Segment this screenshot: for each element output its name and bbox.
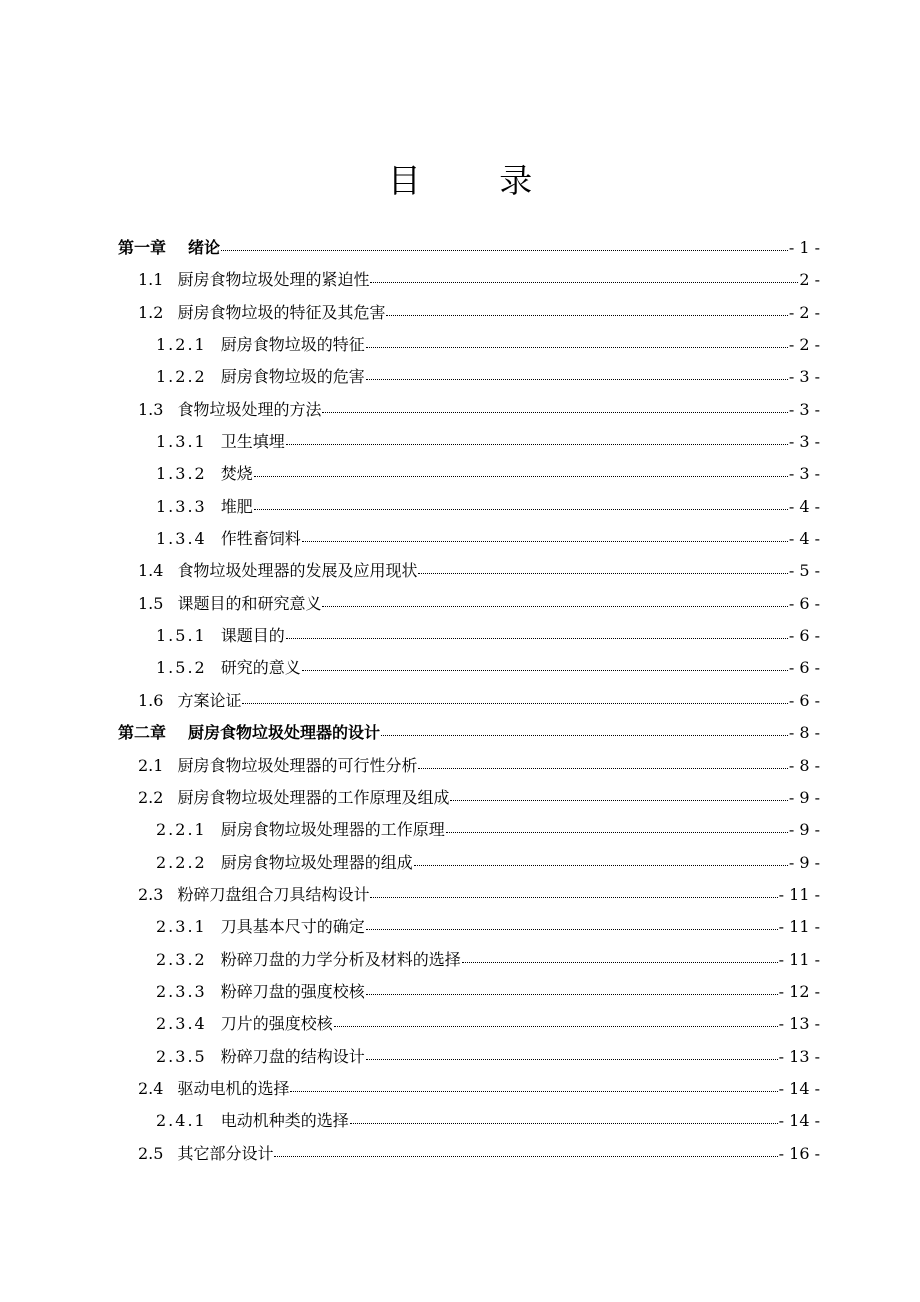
toc-entry-label: 粉碎刀盘的力学分析及材料的选择 [220,949,461,969]
toc-entry-label: 厨房食物垃圾处理器的工作原理及组成 [177,787,450,807]
toc-entry-page: 2 - [799,270,820,290]
dot-leader [446,831,788,833]
toc-entry-number: 1.3.3 [156,496,207,516]
toc-entry-label: 课题目的 [220,626,285,646]
toc-entry-number: 1.6 [138,690,164,710]
toc-entry-label: 食物垃圾处理器的发展及应用现状 [177,561,418,581]
dot-leader [302,540,788,542]
toc-entry[interactable] [118,976,820,1008]
toc-entry-number: 2.3 [138,884,164,904]
dot-leader [242,702,787,704]
toc-entry[interactable] [118,620,820,652]
toc-entry-page: - 12 - [778,981,820,1001]
toc-entry[interactable] [118,652,820,684]
toc-entry-page: - 9 - [788,820,820,840]
dot-leader [366,993,778,995]
toc-entry-label: 厨房食物垃圾的危害 [220,367,365,387]
toc-entry[interactable] [118,264,820,296]
toc-entry-number: 2.4.1 [156,1111,207,1131]
toc-entry-number: 2.2 [138,787,164,807]
toc-entry-page: - 3 - [788,367,820,387]
toc-entry-number: 1.5.1 [156,626,207,646]
toc-entry-label: 作牲畜饲料 [220,529,301,549]
toc-entry-page: - 5 - [788,561,820,581]
dot-leader [334,1025,778,1027]
toc-entry-number: 1.2 [138,302,164,322]
toc-entry-number: 2.1 [138,755,164,775]
toc-entry[interactable] [118,232,820,264]
toc-entry-page: - 1 - [788,238,820,257]
toc-entry-number: 1.3.1 [156,432,207,452]
toc-entry[interactable] [118,750,820,782]
toc-entry-label: 厨房食物垃圾处理器的设计 [188,723,381,743]
toc-entry-number: 2.3.4 [156,1014,207,1034]
toc-entry[interactable] [118,1041,820,1073]
toc-entry-number: 1.1 [138,270,164,290]
toc-entry-number: 第一章 [118,238,167,257]
toc-entry-page: - 6 - [788,626,820,646]
toc-entry-number: 1.2.2 [156,367,207,387]
toc-entry-number: 2.5 [138,1143,164,1163]
toc-entry-page: - 4 - [788,496,820,516]
dot-leader [366,378,788,380]
toc-entry-page: - 3 - [788,464,820,484]
toc-entry[interactable] [118,782,820,814]
toc-entry-number: 1.2.1 [156,335,207,355]
toc-entry-page: - 9 - [788,852,820,872]
table-of-contents [118,232,820,1170]
toc-entry-label: 厨房食物垃圾的特征 [220,335,365,355]
toc-entry-label: 粉碎刀盘的结构设计 [220,1046,365,1066]
toc-entry-page: - 8 - [788,755,820,775]
toc-entry-label: 其它部分设计 [177,1143,274,1163]
dot-leader [274,1155,777,1157]
toc-entry-page: - 8 - [788,723,820,743]
toc-entry-label: 卫生填埋 [220,432,285,452]
toc-entry[interactable] [118,911,820,943]
toc-entry-label: 粉碎刀盘的强度校核 [220,981,365,1001]
toc-entry-page: - 3 - [788,432,820,452]
toc-entry[interactable] [118,329,820,361]
toc-entry-number: 1.3.4 [156,529,207,549]
toc-entry-page: - 4 - [788,529,820,549]
toc-entry-number: 第二章 [118,723,167,743]
dot-leader [381,734,788,736]
toc-entry[interactable] [118,944,820,976]
toc-entry[interactable] [118,1105,820,1137]
toc-entry[interactable] [118,879,820,911]
toc-entry[interactable] [118,1138,820,1170]
toc-entry-label: 食物垃圾处理的方法 [177,399,322,419]
toc-entry-page: - 3 - [788,399,820,419]
page-title: 目 录 [387,161,567,200]
toc-entry-number: 1.3 [138,399,164,419]
toc-entry[interactable] [118,297,820,329]
toc-entry-page: - 9 - [788,787,820,807]
toc-entry-number: 1.5.2 [156,658,207,678]
dot-leader [254,508,788,510]
toc-entry-page: - 6 - [788,690,820,710]
dot-leader [418,767,787,769]
toc-entry-number: 2.3.5 [156,1046,207,1066]
toc-entry-number: 1.3.2 [156,464,207,484]
toc-entry[interactable] [118,523,820,555]
dot-leader [462,961,778,963]
dot-leader [414,864,788,866]
dot-leader [366,1058,778,1060]
toc-entry-number: 2.3.1 [156,917,207,937]
toc-entry-number: 2.3.2 [156,949,207,969]
toc-entry[interactable] [118,717,820,749]
toc-entry[interactable] [118,394,820,426]
toc-entry[interactable] [118,361,820,393]
toc-entry[interactable] [118,426,820,458]
toc-entry-page: - 2 - [788,335,820,355]
dot-leader [450,799,787,801]
toc-entry-label: 焚烧 [220,464,253,484]
toc-entry-label: 驱动电机的选择 [177,1078,290,1098]
toc-entry-number: 2.4 [138,1078,164,1098]
dot-leader [386,314,787,316]
toc-entry-number: 2.2.1 [156,820,207,840]
dot-leader [366,346,788,348]
dot-leader [254,475,788,477]
toc-entry-label: 堆肥 [220,496,253,516]
toc-entry-page: - 14 - [778,1078,820,1098]
dot-leader [322,605,787,607]
dot-leader [366,928,778,930]
toc-entry-page: - 11 - [778,884,820,904]
toc-entry[interactable] [118,458,820,490]
toc-entry-label: 刀具基本尺寸的确定 [220,917,365,937]
toc-entry-number: 2.2.2 [156,852,207,872]
toc-entry[interactable] [118,847,820,879]
toc-entry-page: - 2 - [788,302,820,322]
toc-entry[interactable] [118,555,820,587]
dot-leader [286,637,788,639]
toc-entry-page: - 14 - [778,1111,820,1131]
toc-entry-page: - 13 - [778,1046,820,1066]
toc-entry-label: 刀片的强度校核 [220,1014,333,1034]
toc-entry-label: 课题目的和研究意义 [177,593,322,613]
toc-entry-label: 厨房食物垃圾处理器的工作原理 [220,820,445,840]
toc-entry-label: 厨房食物垃圾处理器的组成 [220,852,413,872]
toc-entry-label: 粉碎刀盘组合刀具结构设计 [177,884,370,904]
toc-entry[interactable] [118,1073,820,1105]
toc-entry-page: - 11 - [778,917,820,937]
toc-entry-label: 厨房食物垃圾的特征及其危害 [177,302,386,322]
dot-leader [322,411,787,413]
toc-entry[interactable] [118,685,820,717]
toc-entry[interactable] [118,588,820,620]
toc-entry-page: - 13 - [778,1014,820,1034]
dot-leader [221,249,788,251]
dot-leader [370,896,777,898]
toc-entry-page: - 16 - [778,1143,820,1163]
dot-leader [290,1090,777,1092]
toc-entry-number: 2.3.3 [156,981,207,1001]
toc-entry-page: - 11 - [778,949,820,969]
dot-leader [418,572,787,574]
dot-leader [370,281,798,283]
toc-entry-page: - 6 - [788,593,820,613]
toc-entry-label: 绪论 [188,238,221,257]
toc-entry[interactable] [118,491,820,523]
toc-entry-number: 1.4 [138,561,164,581]
toc-entry-label: 研究的意义 [220,658,301,678]
toc-entry-label: 厨房食物垃圾处理的紧迫性 [177,270,370,290]
toc-entry-number: 1.5 [138,593,164,613]
dot-leader [350,1122,778,1124]
toc-entry-page: - 6 - [788,658,820,678]
toc-entry[interactable] [118,1008,820,1040]
toc-entry[interactable] [118,814,820,846]
toc-entry-label: 电动机种类的选择 [220,1111,349,1131]
dot-leader [302,669,788,671]
toc-entry-label: 厨房食物垃圾处理器的可行性分析 [177,755,418,775]
toc-entry-label: 方案论证 [177,690,242,710]
dot-leader [286,443,788,445]
